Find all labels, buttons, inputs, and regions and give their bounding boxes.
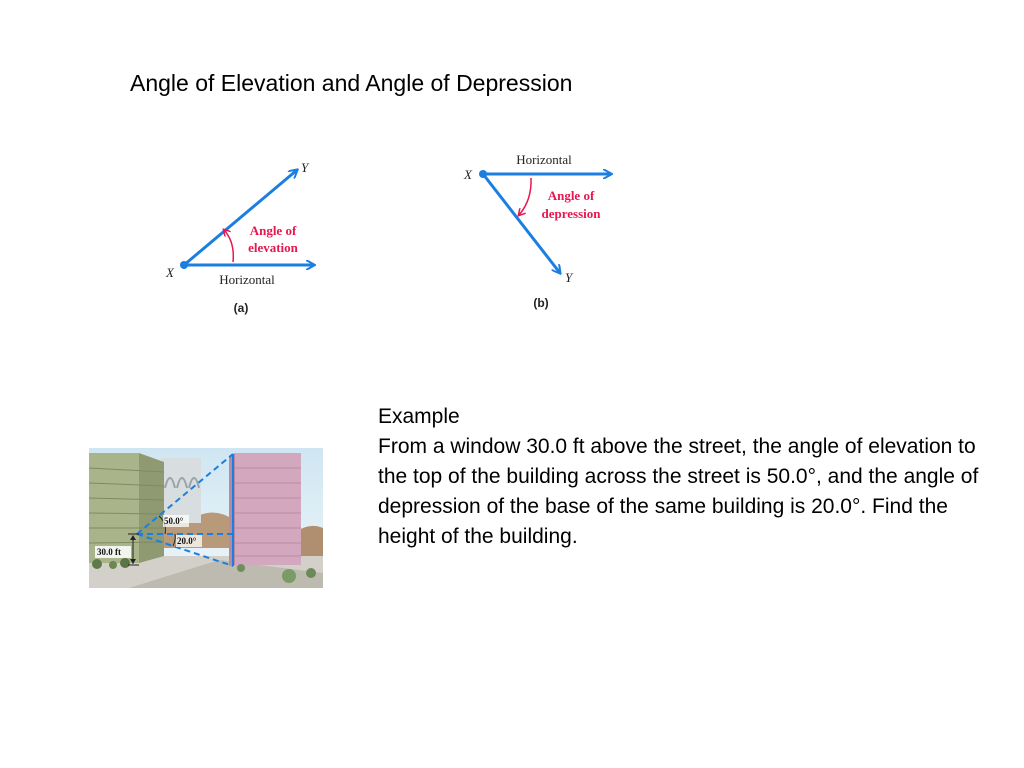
- figure-caption: (a): [233, 301, 249, 315]
- point-y-label: Y: [301, 160, 309, 175]
- example-block: [378, 402, 988, 552]
- horizontal-label: Horizontal: [516, 152, 572, 167]
- point-x-label: X: [464, 167, 472, 182]
- angle-label-line2: depression: [541, 206, 601, 221]
- vertex-point: [479, 170, 487, 178]
- point-x-label: X: [166, 265, 174, 280]
- vertex-point: [180, 261, 188, 269]
- slide-title: Angle of Elevation and Angle of Depression: [130, 70, 573, 96]
- angle-of-elevation-diagram: [140, 150, 340, 320]
- angle-label-line2: elevation: [248, 240, 298, 255]
- window-height-label: 30.0 ft: [97, 547, 121, 557]
- example-heading: Example: [378, 405, 460, 428]
- point-y-label: Y: [565, 270, 573, 285]
- building-illustration: [89, 448, 323, 588]
- angle-label-line1: Angle of: [547, 188, 595, 203]
- angle-of-depression-diagram: [455, 145, 630, 315]
- target-building: [235, 453, 301, 565]
- angle-arc: [224, 230, 233, 262]
- example-body: From a window 30.0 ft above the street, the angle of elevation to the top of the building across the street is 50.0°, and the angle of depression of the base of the same building is 20.0°. Find the height of the building.: [378, 435, 979, 548]
- angle-label-line1: Angle of: [249, 223, 297, 238]
- figure-caption: (b): [533, 296, 549, 310]
- angle-arc: [519, 178, 531, 215]
- depression-angle-label: 20.0°: [177, 536, 197, 546]
- elevation-angle-label: 50.0°: [164, 516, 184, 526]
- horizontal-label: Horizontal: [219, 272, 275, 287]
